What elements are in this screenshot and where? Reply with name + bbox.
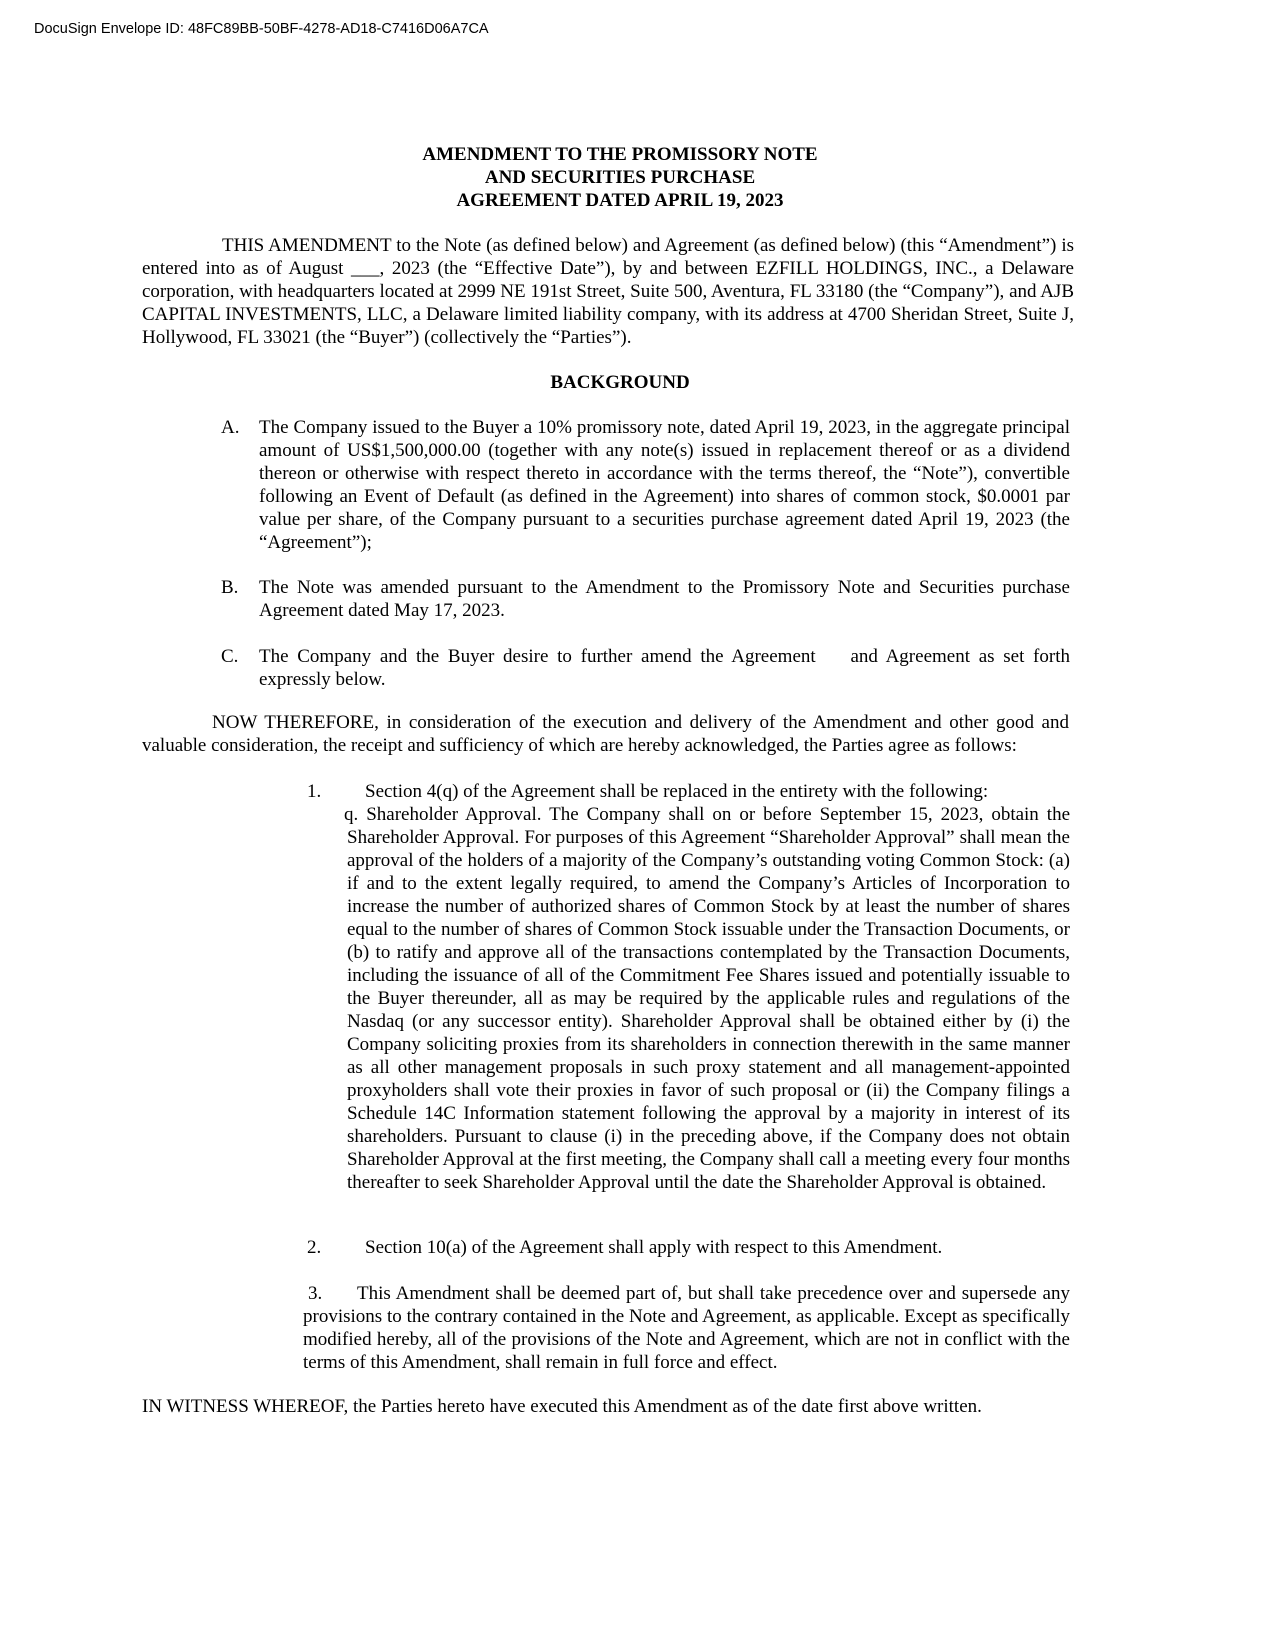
item-body-text: q. Shareholder Approval. The Company shall on or before September 15, 2023, obtain the Shareholder Approval. For purposes of this Agreement “Shareholder Approval” shall mean the approval of the holders of a majority of the Company’s outstanding voting Common Stock: (a) if and to the extent legally required, to amend the Company’s Articles of Incorporation to increase the number of authorized shares of Common Stock by at least the number of shares equal to the number of shares of Common Stock issuable under the Transaction Documents, or (b) to ratify and approve all of the transactions contemplated by the Transaction Documents, including the issuance of all of the Commitment Fee Shares issued and potentially issuable to the Buyer thereunder, all as may be required by the applicable rules and regulations of the Nasdaq (or any successor entity). Shareholder Approval shall be obtained either by (i) the Company soliciting proxies from its shareholders in connection therewith in the same manner as all other management proposals in such proxy statement and all management-appointed proxyholders shall vote their proxies in favor of such proposal or (ii) the Company filings a Schedule 14C Information statement following the approval by a majority in interest of its shareholders. Pursuant to clause (i) in the preceding above, if the Company does not obtain Shareholder Approval at the first meeting, the Company shall call a meeting every four months thereafter to seek Shareholder Approval until the date the Shareholder Approval is obtained. (344, 804, 1070, 1193)
docusign-envelope-id: DocuSign Envelope ID: 48FC89BB-50BF-4278-AD18-C7416D06A7CA (34, 21, 489, 37)
title-line-2: AND SECURITIES PURCHASE (484, 167, 756, 188)
intro-paragraph: THIS AMENDMENT to the Note (as defined below) and Agreement (as defined below) (this “Amendment”) is entered into as of August ___, 2023 (the “Effective Date”), by and between EZFILL HOLDINGS, INC., a Delaware corporation, with headquarters located at 2999 NE 191st Street, Suite 500, Aventura, FL 33180 (the “Company”), and AJB CAPITAL INVESTMENTS, LLC, a Delaware limited liability company, with its address at 4700 Sheridan Street, Suite J, Hollywood, FL 33021 (the “Buyer”) (collectively the “Parties”). (142, 235, 1074, 348)
document-title (300, 143, 940, 212)
section-item-3 (303, 1282, 1070, 1374)
recital-text: The Company and the Buyer desire to further amend the Agreement and Agreement as set forth expressly below. (259, 646, 1075, 690)
recital-c (221, 645, 1075, 691)
item-lead-text: Section 10(a) of the Agreement shall apply with respect to this Amendment. (365, 1237, 943, 1258)
now-therefore-paragraph: NOW THEREFORE, in consideration of the execution and delivery of the Amendment and other good and valuable consideration, the receipt and sufficiency of which are hereby acknowledged, the Parties agree as follows: (142, 712, 1069, 756)
item-number: 1. (307, 781, 322, 802)
recital-letter: B. (221, 577, 239, 598)
background-heading: BACKGROUND (550, 372, 690, 393)
recital-letter: C. (221, 646, 239, 667)
section-item-2 (307, 1236, 1070, 1259)
title-line-1: AMENDMENT TO THE PROMISSORY NOTE (422, 144, 818, 165)
section-item-1 (307, 780, 1070, 1194)
recital-letter: A. (221, 417, 240, 438)
recital-text: The Company issued to the Buyer a 10% promissory note, dated April 19, 2023, in the aggregate principal amount of US$1,500,000.00 (together with any note(s) issued in replacement thereof or as a dividend thereon or otherwise with respect thereto in accordance with the terms thereof, the “Note”), convertible following an Event of Default (as defined in the Agreement) into shares of common stock, $0.0001 par value per share, of the Company pursuant to a securities purchase agreement dated April 19, 2023 (the “Agreement”); (259, 417, 1070, 553)
item-lead-text: Section 4(q) of the Agreement shall be replaced in the entirety with the following: (365, 781, 989, 802)
recital-a (221, 416, 1070, 554)
title-line-3: AGREEMENT DATED APRIL 19, 2023 (456, 190, 784, 211)
recital-b (221, 576, 1070, 622)
item-number: 2. (307, 1237, 322, 1258)
item-text: This Amendment shall be deemed part of, but shall take precedence over and supersede any provisions to the contrary contained in the Note and Agreement, as applicable. Except as specifically modified hereby, all of the provisions of the Note and Agreement, which are not in conflict with the terms of this Amendment, shall remain in full force and effect. (303, 1283, 1070, 1373)
recital-text: The Note was amended pursuant to the Amendment to the Promissory Note and Securities purchase Agreement dated May 17, 2023. (259, 577, 1070, 621)
item-number: 3. (308, 1283, 323, 1304)
witness-paragraph: IN WITNESS WHEREOF, the Parties hereto have executed this Amendment as of the date first above written. (142, 1396, 982, 1417)
